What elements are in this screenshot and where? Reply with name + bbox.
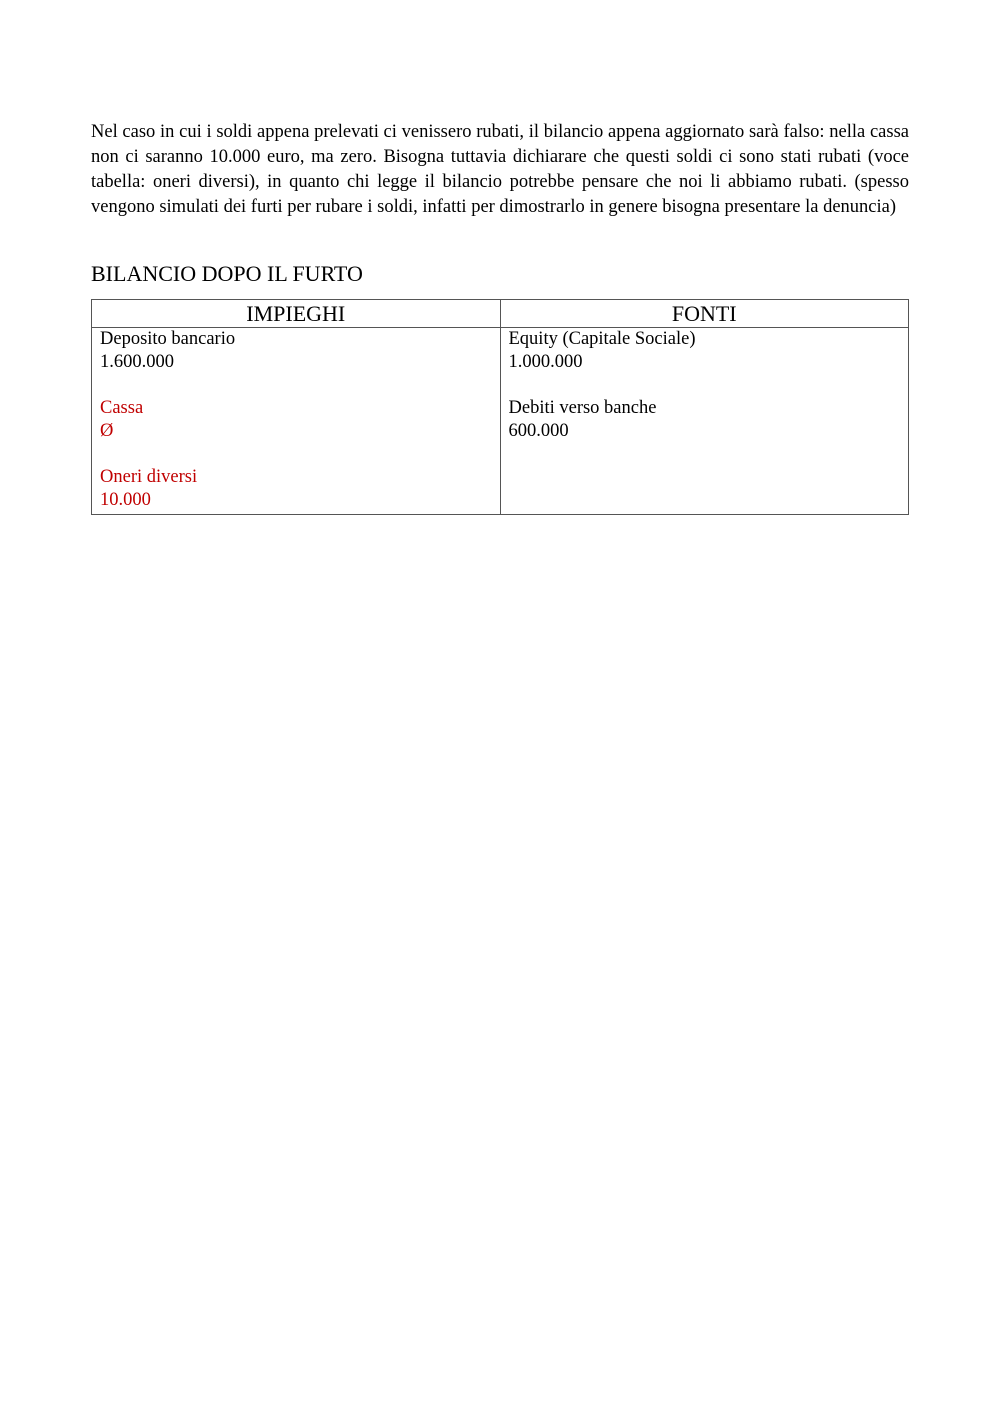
entry-label: Debiti verso banche — [508, 398, 657, 418]
entry-value: 1.000.000 — [508, 352, 583, 372]
entry-debiti-verso-banche — [509, 397, 901, 443]
entry-equity — [509, 328, 901, 374]
entry-value: 600.000 — [508, 421, 569, 441]
header-impieghi: IMPIEGHI — [92, 300, 501, 328]
entry-cassa — [100, 397, 492, 443]
intro-paragraph: Nel caso in cui i soldi appena prelevati ci venissero rubati, il bilancio appena aggiornato sarà falso: nella cassa non ci saranno 10.000 euro, ma zero. Bisogna tuttavia dichiarare che questi soldi ci sono stati rubati (voce tabella: oneri diversi), in quanto chi legge il bilancio potrebbe pensare che noi li abbiamo rubati. (spesso vengono simulati dei furti per rubare i soldi, infatti per dimostrarlo in genere bisogna presentare la denuncia) — [91, 122, 909, 217]
entry-deposito-bancario — [100, 328, 492, 374]
balance-sheet-table — [91, 299, 909, 515]
section-title: BILANCIO DOPO IL FURTO — [91, 261, 363, 286]
entry-value: 1.600.000 — [100, 352, 174, 372]
entry-oneri-diversi — [100, 466, 492, 512]
impieghi-cell — [92, 328, 501, 515]
entry-label: Oneri diversi — [100, 467, 198, 487]
header-fonti: FONTI — [500, 300, 909, 328]
fonti-cell — [500, 328, 909, 515]
table-header-row — [92, 300, 909, 328]
table-row — [92, 328, 909, 515]
entry-value: 10.000 — [100, 490, 151, 510]
entry-label: Equity (Capitale Sociale) — [508, 329, 696, 349]
entry-label: Cassa — [100, 398, 144, 418]
entry-value: Ø — [100, 421, 114, 441]
entry-label: Deposito bancario — [100, 329, 236, 349]
